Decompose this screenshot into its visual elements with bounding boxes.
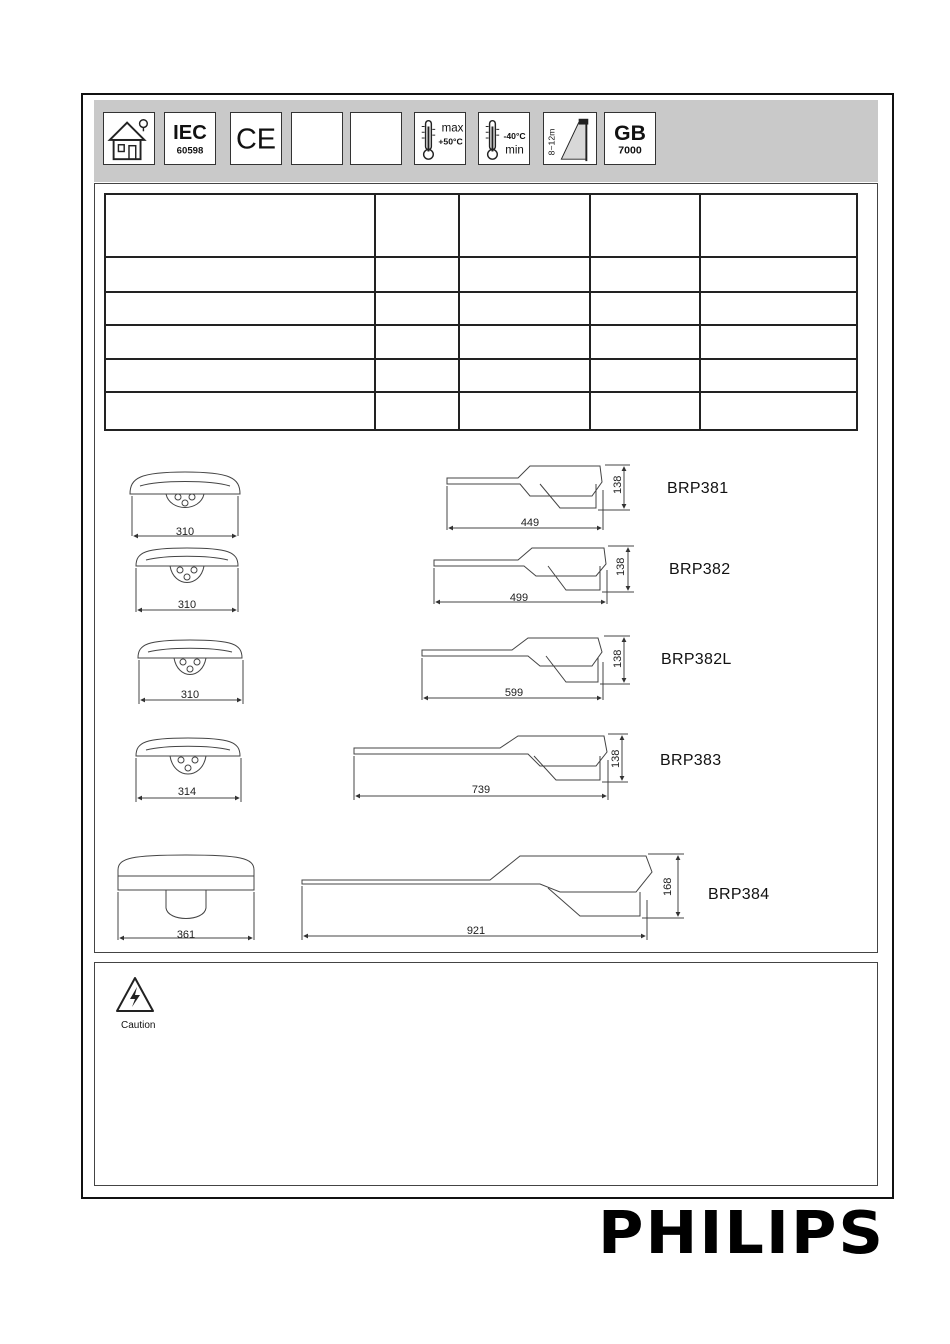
model-label-brp383: BRP383 <box>660 752 722 769</box>
height-dimension-brp382: 138 <box>615 557 627 576</box>
philips-logo: PHILIPS <box>598 1197 886 1268</box>
min-value: -40°C <box>503 130 526 141</box>
model-label-brp381: BRP381 <box>667 480 729 497</box>
height-dimension-brp384: 168 <box>662 877 674 896</box>
front-view-brp382 <box>136 548 238 612</box>
height-dimension-brp382l: 138 <box>612 649 624 668</box>
front-view-brp384 <box>118 855 254 941</box>
min-label: min <box>505 144 524 157</box>
length-dimension-brp383: 739 <box>471 784 491 796</box>
iec-icon-number: 60598 <box>176 145 204 157</box>
side-view-brp384 <box>302 854 684 940</box>
model-label-brp382: BRP382 <box>669 561 731 578</box>
drawing-brp383 <box>136 734 628 802</box>
max-label: max <box>441 122 464 135</box>
drawing-brp382 <box>136 546 634 612</box>
electric-hazard-icon <box>114 975 156 1015</box>
side-view-brp382l <box>422 636 630 700</box>
side-view-brp381 <box>447 465 630 530</box>
width-dimension-brp384: 361 <box>176 929 196 941</box>
side-view-brp383 <box>354 734 628 800</box>
length-dimension-brp381: 449 <box>520 517 540 529</box>
max-value: +50°C <box>438 136 463 147</box>
drawing-brp384 <box>118 854 684 941</box>
width-dimension-brp382l: 310 <box>180 689 200 701</box>
width-dimension-brp381: 310 <box>175 526 195 538</box>
drawing-brp381 <box>130 465 630 538</box>
gb-title: GB <box>614 121 646 145</box>
caution-panel <box>94 962 878 1186</box>
model-label-brp384: BRP384 <box>708 886 770 903</box>
iec-icon-title: IEC <box>173 121 207 144</box>
front-view-brp381 <box>130 472 240 538</box>
gb-number: 7000 <box>618 144 642 157</box>
length-dimension-brp382: 499 <box>509 592 529 604</box>
model-label-brp382l: BRP382L <box>661 651 732 668</box>
front-view-brp382l <box>138 640 243 704</box>
drawing-brp382l <box>138 636 630 704</box>
length-dimension-brp384: 921 <box>466 925 486 937</box>
mounting-height-label: 8~12m <box>546 128 557 156</box>
width-dimension-brp383: 314 <box>177 786 197 798</box>
front-view-brp383 <box>136 738 241 802</box>
width-dimension-brp382: 310 <box>177 599 197 611</box>
side-view-brp382 <box>434 546 634 604</box>
caution-label: Caution <box>121 1020 156 1031</box>
height-dimension-brp381: 138 <box>612 475 624 494</box>
height-dimension-brp383: 138 <box>610 749 622 768</box>
length-dimension-brp382l: 599 <box>504 687 524 699</box>
ce-mark-text: CE <box>235 123 277 156</box>
